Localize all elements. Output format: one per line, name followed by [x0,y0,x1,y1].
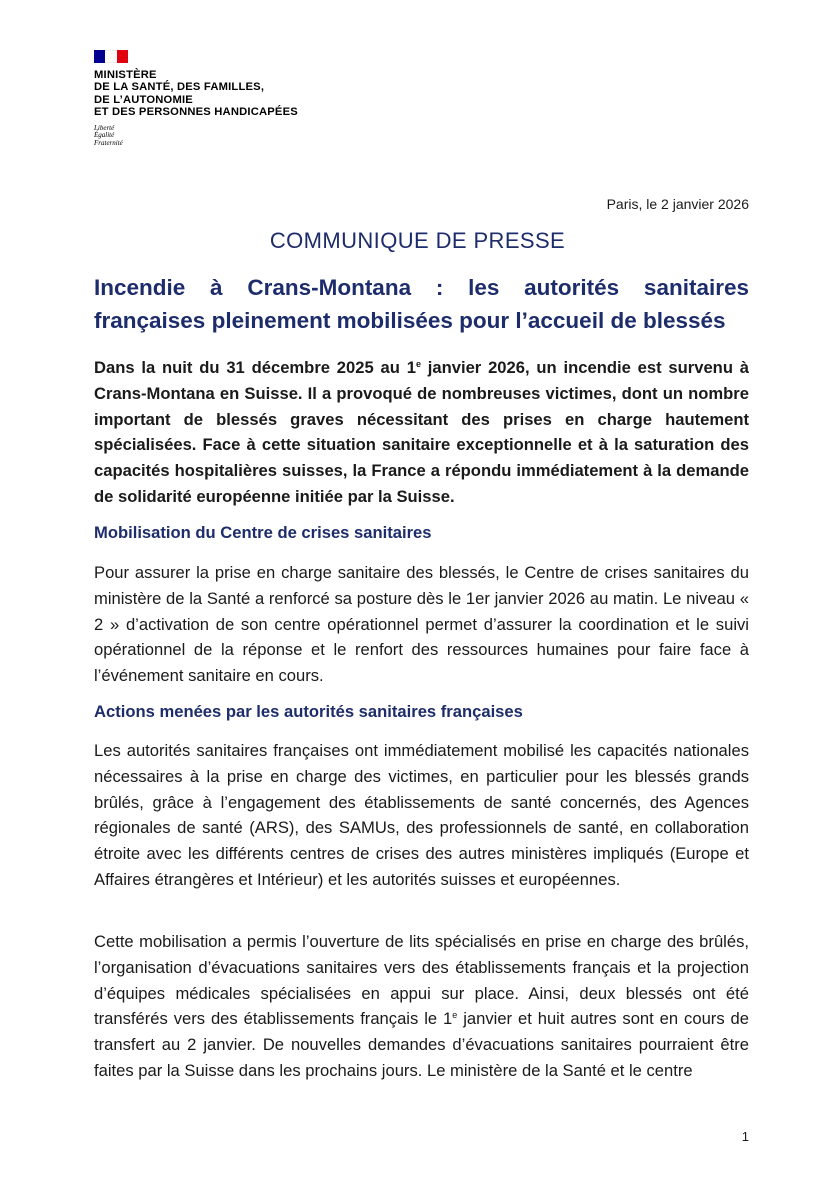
paragraph-actions-2 [94,929,749,1084]
ministry-line: DE LA SANTÉ, DES FAMILLES, [94,81,265,94]
republic-motto [94,125,298,148]
motto-line: Fraternité [94,138,123,147]
section-heading-actions: Actions menées par les autorités sanitaires françaises [94,702,523,721]
actions-2-text-1: Cette mobilisation a permis l’ouverture de lits spécialisés en prise en charge des brûlés, l’organisation d’évacuations sanitaires vers des établissements français et la projection d’équipes médicales spécialisées en appui sur place. Ainsi, deux blessés ont été transférés vers des établissements français le 1 [94,932,749,1029]
ministry-logo [94,50,298,147]
lead-text-1: Dans la nuit du 31 décembre 2025 au 1 [94,358,416,377]
motto-line: Égalité [94,131,115,140]
ministry-line: ET DES PERSONNES HANDICAPÉES [94,106,298,119]
section-heading-mobilisation: Mobilisation du Centre de crises sanitaires [94,523,432,542]
lead-text-2: janvier 2026, un incendie est survenu à Crans-Montana en Suisse. Il a provoqué de nombreuses victimes, dont un nombre important de blessés graves nécessitant des prises en charge hautement spécialisées. Face à cette situation sanitaire exceptionnelle et à la saturation des capacités hospitalières suisses, la France a répondu immédiatement à la demande de solidarité européenne initiée par la Suisse. [94,358,749,506]
document-date: Paris, le 2 janvier 2026 [606,196,749,212]
french-flag-icon [94,50,128,63]
actions-2-text-2: janvier et huit autres sont en cours de transfert au 2 janvier. De nouvelles demandes d’évacuations sanitaires pourraient être faites par la Suisse dans les prochains jours. Le ministère de la Santé et le centre [94,1009,749,1080]
page-number: 1 [741,1129,749,1144]
lead-superscript: e [415,359,421,369]
paragraph-mobilisation: Pour assurer la prise en charge sanitaire des blessés, le Centre de crises sanitaires du ministère de la Santé a renforcé sa posture dès le 1er janvier 2026 au matin. Le niveau « 2 » d’activation de son centre opérationnel permet d’assurer la coordination et le suivi opérationnel de la réponse et le renfort des ressources humaines pour faire face à l’événement sanitaire en cours. [94,563,749,686]
ministry-name [94,69,298,119]
actions-2-superscript: e [452,1010,458,1021]
title-line-1: Incendie à Crans-Montana : les autorités sanitaires [94,275,749,300]
press-release-label: COMMUNIQUE DE PRESSE [269,228,566,253]
lead-paragraph [94,355,749,510]
title-line-2: françaises pleinement mobilisées pour l’accueil de blessés [94,308,726,333]
page-title [94,271,749,337]
motto-line: Liberté [94,123,115,132]
paragraph-actions-1: Les autorités sanitaires françaises ont immédiatement mobilisé les capacités nationales nécessaires à la prise en charge des victimes, en particulier pour les blessés grands brûlés, grâce à l’engagement des établissements de santé concernés, des Agences régionales de santé (ARS), des SAMUs, des professionnels de santé, en collaboration étroite avec les différents centres de crises des autres ministères impliqués (Europe et Affaires étrangères et Intérieur) et les autorités suisses et européennes. [94,741,749,889]
ministry-line: MINISTÈRE [94,69,157,81]
ministry-line: DE L’AUTONOMIE [94,93,193,106]
